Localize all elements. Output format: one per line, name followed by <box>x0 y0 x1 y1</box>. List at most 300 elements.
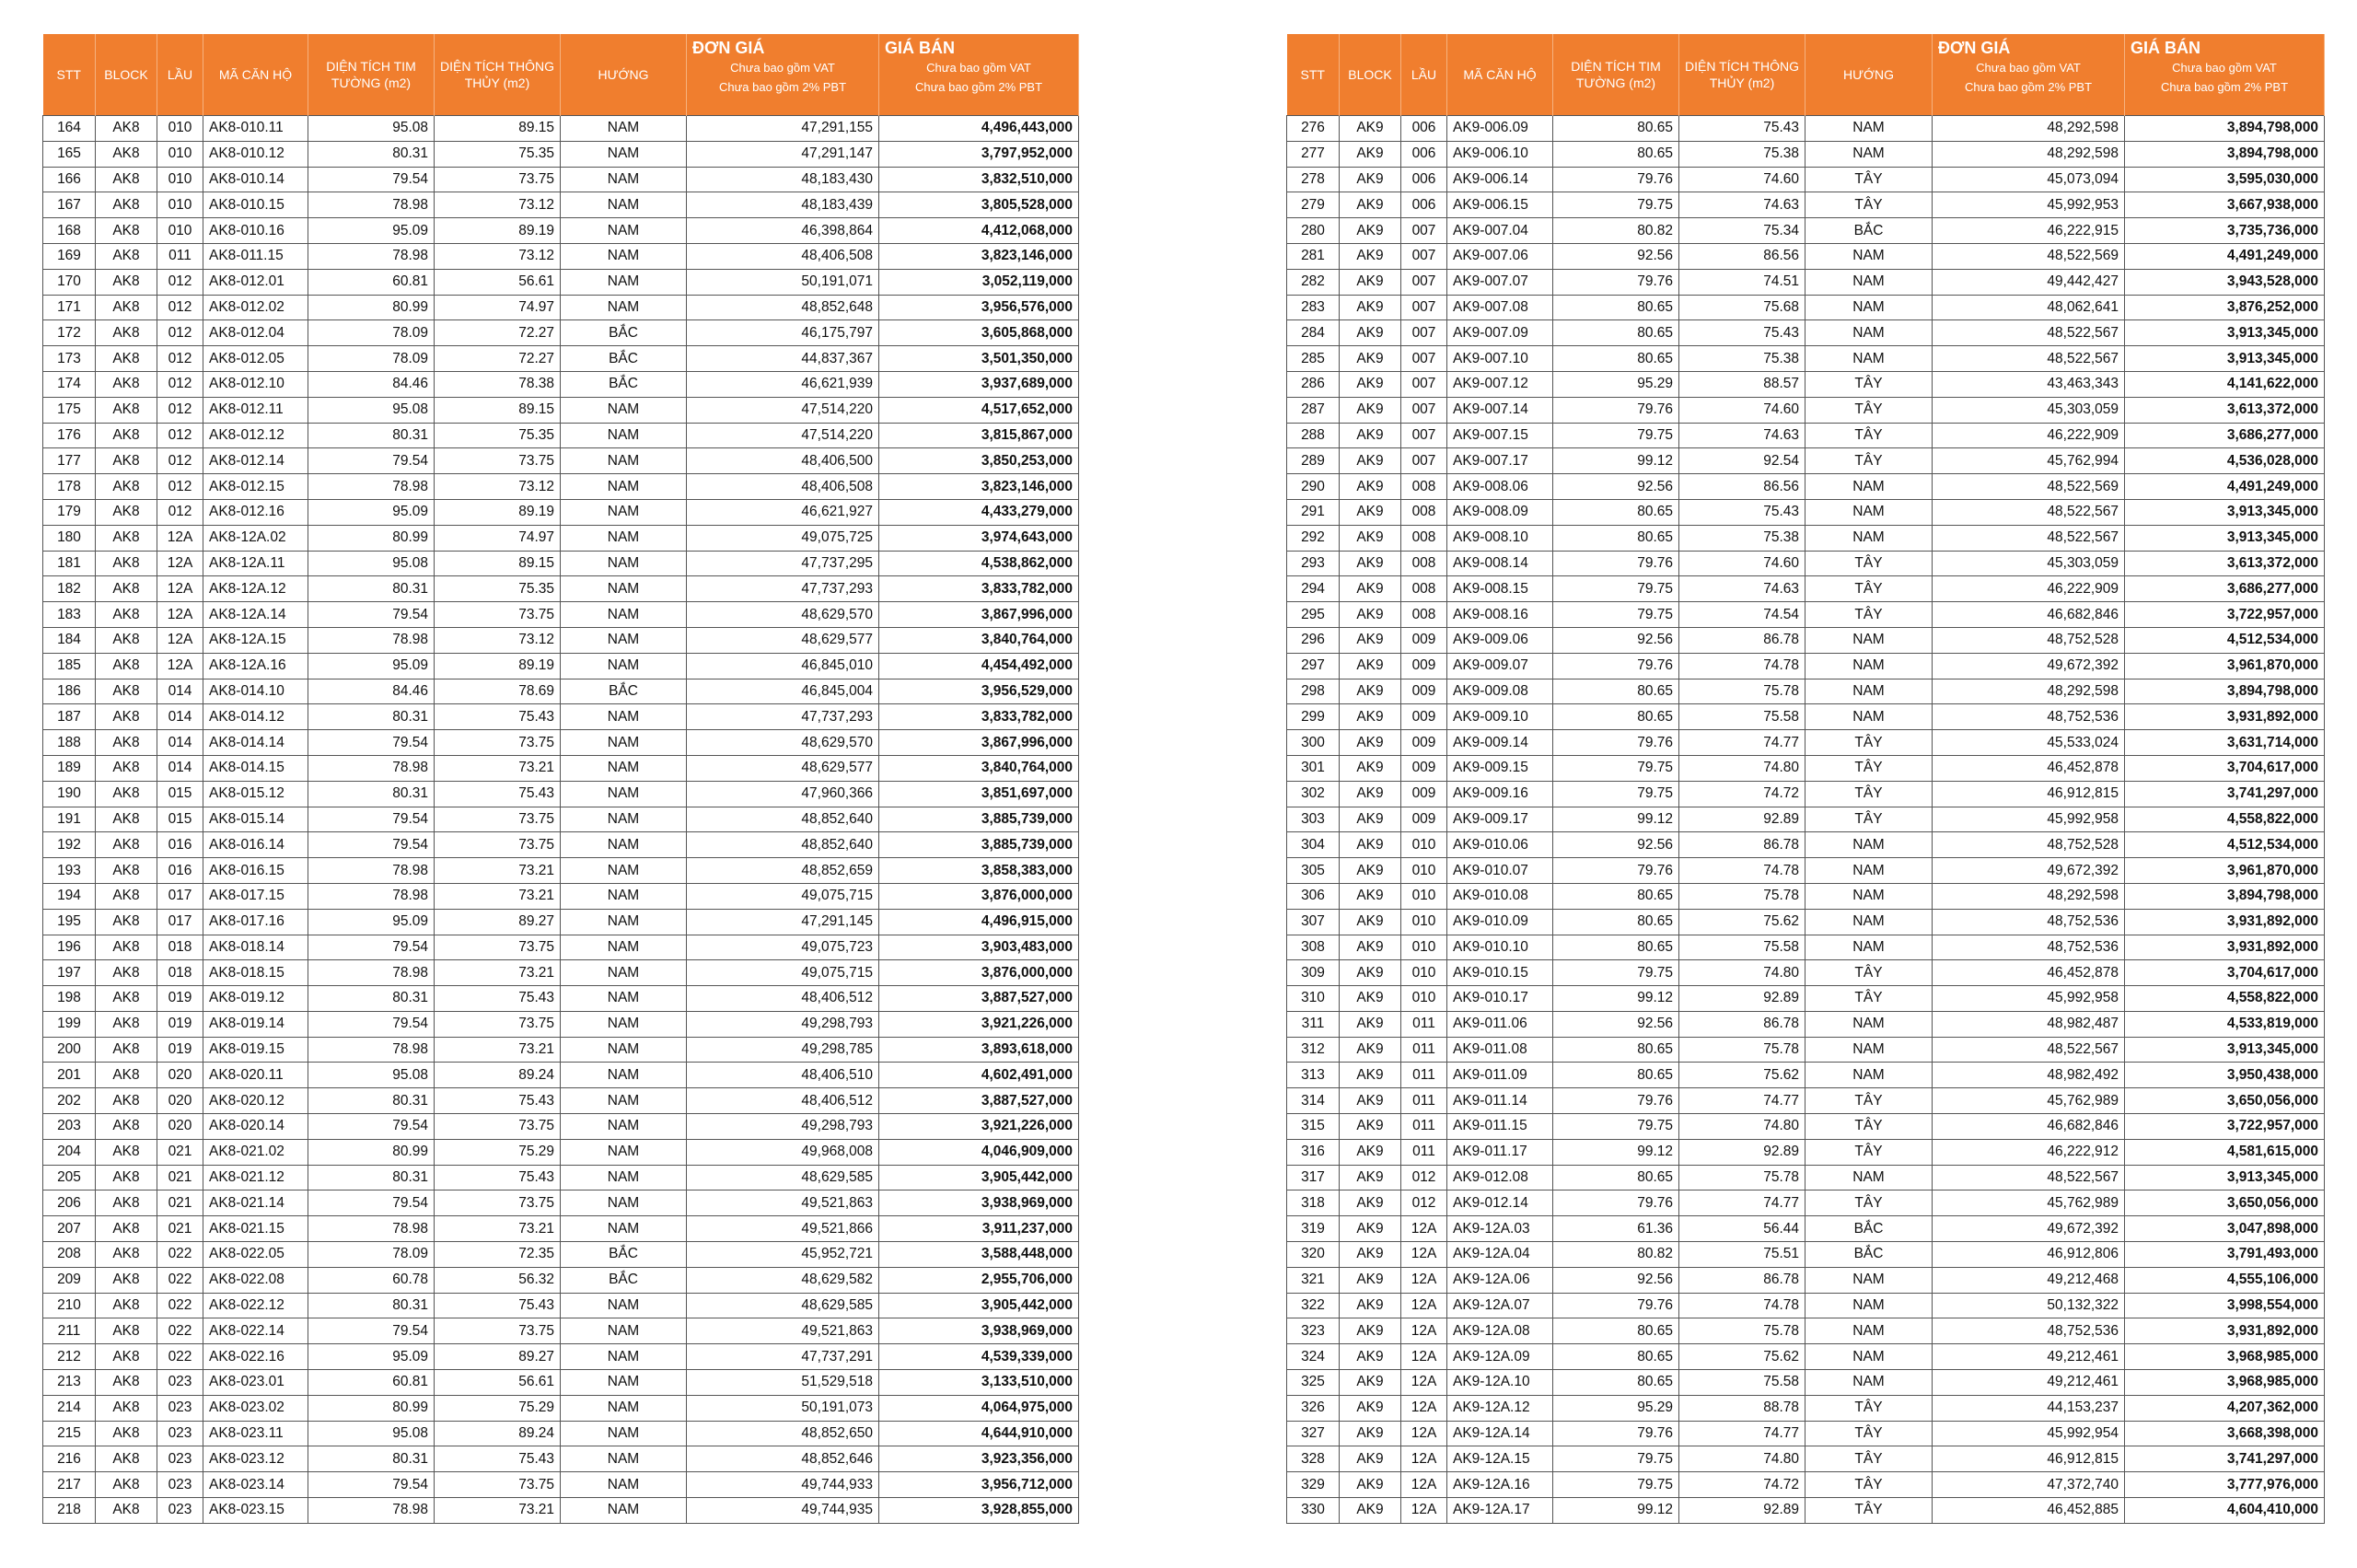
cell-dien-tich-thong-thuy: 75.78 <box>1679 1037 1805 1063</box>
cell-stt: 329 <box>1287 1472 1340 1498</box>
cell-stt: 174 <box>43 371 96 397</box>
cell-block: AK8 <box>96 1165 157 1191</box>
cell-dien-tich-tim-tuong: 80.31 <box>308 576 435 602</box>
cell-dien-tich-thong-thuy: 73.75 <box>435 1472 561 1498</box>
cell-stt: 318 <box>1287 1191 1340 1216</box>
cell-don-gia: 45,762,989 <box>1933 1088 2125 1114</box>
cell-huong: NAM <box>561 525 687 551</box>
cell-lau: 008 <box>1401 551 1447 576</box>
cell-lau: 12A <box>1401 1498 1447 1524</box>
cell-dien-tich-tim-tuong: 79.75 <box>1553 755 1679 781</box>
cell-don-gia: 48,292,598 <box>1933 883 2125 909</box>
cell-stt: 205 <box>43 1165 96 1191</box>
cell-dien-tich-tim-tuong: 79.75 <box>1553 960 1679 986</box>
cell-stt: 281 <box>1287 243 1340 269</box>
table-row <box>1287 1011 2325 1037</box>
cell-block: AK9 <box>1340 627 1401 653</box>
cell-huong: NAM <box>561 960 687 986</box>
cell-stt: 295 <box>1287 602 1340 628</box>
cell-lau: 007 <box>1401 346 1447 372</box>
cell-stt: 277 <box>1287 141 1340 167</box>
cell-ma-can-ho: AK9-007.17 <box>1447 448 1553 474</box>
cell-dien-tich-tim-tuong: 78.98 <box>308 474 435 500</box>
cell-don-gia: 49,521,863 <box>687 1191 879 1216</box>
cell-dien-tich-tim-tuong: 80.65 <box>1553 320 1679 346</box>
cell-gia-ban: 3,894,798,000 <box>2125 883 2325 909</box>
cell-don-gia: 47,514,220 <box>687 423 879 448</box>
cell-don-gia: 49,298,793 <box>687 1114 879 1140</box>
col-header-stt: STT <box>1287 34 1340 116</box>
table-row <box>43 167 1079 192</box>
cell-dien-tich-tim-tuong: 79.75 <box>1553 576 1679 602</box>
cell-dien-tich-tim-tuong: 95.09 <box>308 909 435 935</box>
cell-lau: 016 <box>157 858 203 884</box>
cell-lau: 010 <box>1401 986 1447 1012</box>
cell-don-gia: 48,522,567 <box>1933 1165 2125 1191</box>
cell-huong: NAM <box>561 704 687 730</box>
cell-dien-tich-tim-tuong: 80.65 <box>1553 704 1679 730</box>
cell-dien-tich-thong-thuy: 89.27 <box>435 909 561 935</box>
cell-gia-ban: 3,913,345,000 <box>2125 320 2325 346</box>
table-row <box>43 679 1079 704</box>
cell-don-gia: 45,073,094 <box>1933 167 2125 192</box>
cell-lau: 011 <box>157 243 203 269</box>
cell-don-gia: 45,992,958 <box>1933 986 2125 1012</box>
cell-block: AK9 <box>1340 1498 1401 1524</box>
cell-gia-ban: 3,913,345,000 <box>2125 1037 2325 1063</box>
cell-lau: 018 <box>157 935 203 960</box>
table-row <box>43 832 1079 858</box>
cell-lau: 021 <box>157 1191 203 1216</box>
cell-gia-ban: 3,823,146,000 <box>879 243 1079 269</box>
cell-block: AK9 <box>1340 1344 1401 1370</box>
cell-stt: 214 <box>43 1395 96 1421</box>
cell-huong: NAM <box>561 1011 687 1037</box>
cell-huong: NAM <box>1805 909 1933 935</box>
cell-don-gia: 46,452,878 <box>1933 755 2125 781</box>
cell-block: AK9 <box>1340 1242 1401 1268</box>
cell-huong: TÂY <box>1805 167 1933 192</box>
cell-stt: 216 <box>43 1446 96 1472</box>
cell-lau: 021 <box>157 1216 203 1242</box>
cell-dien-tich-thong-thuy: 74.60 <box>1679 397 1805 423</box>
cell-lau: 010 <box>1401 832 1447 858</box>
cell-huong: TÂY <box>1805 1088 1933 1114</box>
cell-ma-can-ho: AK8-017.15 <box>203 883 308 909</box>
cell-dien-tich-tim-tuong: 79.76 <box>1553 167 1679 192</box>
cell-block: AK8 <box>96 653 157 679</box>
cell-dien-tich-thong-thuy: 74.77 <box>1679 730 1805 756</box>
cell-don-gia: 45,303,059 <box>1933 551 2125 576</box>
table-row <box>43 1344 1079 1370</box>
cell-lau: 023 <box>157 1498 203 1524</box>
cell-block: AK9 <box>1340 704 1401 730</box>
cell-don-gia: 45,992,954 <box>1933 1421 2125 1446</box>
cell-block: AK9 <box>1340 1395 1401 1421</box>
cell-gia-ban: 3,931,892,000 <box>2125 935 2325 960</box>
cell-lau: 12A <box>157 602 203 628</box>
cell-block: AK9 <box>1340 346 1401 372</box>
cell-lau: 022 <box>157 1242 203 1268</box>
cell-block: AK8 <box>96 1242 157 1268</box>
cell-huong: NAM <box>1805 935 1933 960</box>
cell-dien-tich-thong-thuy: 75.43 <box>435 986 561 1012</box>
cell-dien-tich-tim-tuong: 80.65 <box>1553 1318 1679 1344</box>
table-row <box>43 474 1079 500</box>
cell-stt: 184 <box>43 627 96 653</box>
cell-huong: NAM <box>1805 1318 1933 1344</box>
cell-stt: 323 <box>1287 1318 1340 1344</box>
cell-huong: TÂY <box>1805 1114 1933 1140</box>
cell-dien-tich-tim-tuong: 99.12 <box>1553 807 1679 832</box>
cell-dien-tich-tim-tuong: 79.54 <box>308 1114 435 1140</box>
cell-lau: 010 <box>157 116 203 142</box>
cell-don-gia: 46,682,846 <box>1933 1114 2125 1140</box>
cell-dien-tich-tim-tuong: 95.08 <box>308 116 435 142</box>
gia-ban-sub2: Chưa bao gồm 2% PBT <box>914 80 1043 95</box>
cell-dien-tich-tim-tuong: 79.54 <box>308 730 435 756</box>
cell-huong: TÂY <box>1805 1191 1933 1216</box>
cell-lau: 010 <box>157 218 203 244</box>
cell-don-gia: 49,744,933 <box>687 1472 879 1498</box>
cell-dien-tich-tim-tuong: 92.56 <box>1553 474 1679 500</box>
table-row <box>1287 1370 2325 1396</box>
cell-ma-can-ho: AK9-008.06 <box>1447 474 1553 500</box>
cell-block: AK9 <box>1340 883 1401 909</box>
cell-don-gia: 45,762,989 <box>1933 1191 2125 1216</box>
cell-don-gia: 47,291,145 <box>687 909 879 935</box>
cell-lau: 012 <box>157 320 203 346</box>
cell-stt: 169 <box>43 243 96 269</box>
cell-lau: 016 <box>157 832 203 858</box>
table-row <box>1287 1395 2325 1421</box>
col-header-lau: LẦU <box>157 34 203 116</box>
cell-gia-ban: 3,605,868,000 <box>879 320 1079 346</box>
cell-ma-can-ho: AK9-12A.03 <box>1447 1216 1553 1242</box>
cell-lau: 009 <box>1401 755 1447 781</box>
col-header-stt: STT <box>43 34 96 116</box>
col-header-huong: HƯỚNG <box>1805 34 1933 116</box>
cell-dien-tich-tim-tuong: 79.54 <box>308 1191 435 1216</box>
table-row <box>1287 1242 2325 1268</box>
cell-stt: 170 <box>43 269 96 295</box>
cell-dien-tich-thong-thuy: 86.56 <box>1679 243 1805 269</box>
cell-dien-tich-thong-thuy: 73.21 <box>435 755 561 781</box>
table-row <box>43 397 1079 423</box>
cell-huong: NAM <box>561 935 687 960</box>
cell-dien-tich-thong-thuy: 92.89 <box>1679 986 1805 1012</box>
cell-huong: BẮC <box>1805 1242 1933 1268</box>
cell-lau: 007 <box>1401 218 1447 244</box>
cell-ma-can-ho: AK8-010.14 <box>203 167 308 192</box>
cell-don-gia: 48,852,648 <box>687 295 879 320</box>
cell-stt: 286 <box>1287 371 1340 397</box>
cell-dien-tich-tim-tuong: 92.56 <box>1553 832 1679 858</box>
cell-ma-can-ho: AK8-021.14 <box>203 1191 308 1216</box>
table-row <box>1287 1267 2325 1293</box>
cell-dien-tich-tim-tuong: 92.56 <box>1553 1267 1679 1293</box>
cell-block: AK8 <box>96 1216 157 1242</box>
cell-block: AK9 <box>1340 295 1401 320</box>
table-row <box>1287 1191 2325 1216</box>
cell-don-gia: 48,629,570 <box>687 730 879 756</box>
cell-dien-tich-tim-tuong: 78.98 <box>308 192 435 218</box>
cell-huong: TÂY <box>1805 986 1933 1012</box>
cell-ma-can-ho: AK9-006.14 <box>1447 167 1553 192</box>
cell-ma-can-ho: AK9-12A.08 <box>1447 1318 1553 1344</box>
left-price-table-container <box>42 34 1078 1524</box>
cell-gia-ban: 3,722,957,000 <box>2125 1114 2325 1140</box>
cell-dien-tich-tim-tuong: 92.56 <box>1553 243 1679 269</box>
cell-ma-can-ho: AK9-12A.16 <box>1447 1472 1553 1498</box>
cell-lau: 010 <box>1401 909 1447 935</box>
cell-don-gia: 48,183,430 <box>687 167 879 192</box>
cell-gia-ban: 3,777,976,000 <box>2125 1472 2325 1498</box>
cell-stt: 208 <box>43 1242 96 1268</box>
cell-stt: 304 <box>1287 832 1340 858</box>
cell-dien-tich-thong-thuy: 75.58 <box>1679 704 1805 730</box>
cell-ma-can-ho: AK8-014.15 <box>203 755 308 781</box>
cell-dien-tich-tim-tuong: 95.09 <box>308 653 435 679</box>
cell-block: AK8 <box>96 1011 157 1037</box>
left-price-table <box>42 34 1079 1524</box>
cell-dien-tich-tim-tuong: 79.54 <box>308 935 435 960</box>
cell-block: AK8 <box>96 909 157 935</box>
cell-ma-can-ho: AK8-023.02 <box>203 1395 308 1421</box>
cell-block: AK8 <box>96 1421 157 1446</box>
table-row <box>43 499 1079 525</box>
cell-ma-can-ho: AK9-007.08 <box>1447 295 1553 320</box>
cell-dien-tich-thong-thuy: 73.12 <box>435 627 561 653</box>
cell-ma-can-ho: AK9-008.10 <box>1447 525 1553 551</box>
table-row <box>43 807 1079 832</box>
cell-ma-can-ho: AK9-007.10 <box>1447 346 1553 372</box>
col-header-don-gia <box>687 34 879 116</box>
cell-dien-tich-tim-tuong: 80.31 <box>308 986 435 1012</box>
cell-dien-tich-thong-thuy: 74.77 <box>1679 1421 1805 1446</box>
cell-gia-ban: 3,885,739,000 <box>879 807 1079 832</box>
left-table-body <box>43 116 1079 1524</box>
cell-lau: 019 <box>157 1011 203 1037</box>
table-row <box>1287 320 2325 346</box>
right-price-table <box>1286 34 2325 1524</box>
cell-ma-can-ho: AK8-012.05 <box>203 346 308 372</box>
cell-huong: NAM <box>561 499 687 525</box>
cell-huong: NAM <box>561 576 687 602</box>
cell-huong: NAM <box>561 474 687 500</box>
table-row <box>43 1165 1079 1191</box>
cell-huong: NAM <box>561 986 687 1012</box>
cell-ma-can-ho: AK8-012.11 <box>203 397 308 423</box>
cell-gia-ban: 3,894,798,000 <box>2125 679 2325 704</box>
cell-gia-ban: 3,797,952,000 <box>879 141 1079 167</box>
cell-lau: 022 <box>157 1293 203 1318</box>
cell-ma-can-ho: AK8-012.02 <box>203 295 308 320</box>
cell-dien-tich-tim-tuong: 79.76 <box>1553 1293 1679 1318</box>
cell-don-gia: 48,752,536 <box>1933 704 2125 730</box>
cell-gia-ban: 3,667,938,000 <box>2125 192 2325 218</box>
cell-dien-tich-tim-tuong: 80.99 <box>308 1395 435 1421</box>
cell-don-gia: 48,852,640 <box>687 807 879 832</box>
cell-dien-tich-tim-tuong: 99.12 <box>1553 1139 1679 1165</box>
cell-huong: TÂY <box>1805 1498 1933 1524</box>
gia-ban-title: GIÁ BÁN <box>2131 39 2200 57</box>
cell-huong: NAM <box>1805 295 1933 320</box>
cell-lau: 007 <box>1401 243 1447 269</box>
cell-stt: 280 <box>1287 218 1340 244</box>
cell-dien-tich-tim-tuong: 80.82 <box>1553 218 1679 244</box>
cell-stt: 321 <box>1287 1267 1340 1293</box>
cell-stt: 187 <box>43 704 96 730</box>
cell-don-gia: 48,852,646 <box>687 1446 879 1472</box>
table-row <box>1287 1446 2325 1472</box>
cell-block: AK8 <box>96 525 157 551</box>
table-row <box>1287 551 2325 576</box>
cell-stt: 198 <box>43 986 96 1012</box>
cell-stt: 186 <box>43 679 96 704</box>
cell-lau: 006 <box>1401 167 1447 192</box>
table-row <box>43 653 1079 679</box>
cell-ma-can-ho: AK9-008.15 <box>1447 576 1553 602</box>
cell-huong: TÂY <box>1805 781 1933 807</box>
cell-gia-ban: 3,704,617,000 <box>2125 755 2325 781</box>
cell-huong: TÂY <box>1805 807 1933 832</box>
cell-ma-can-ho: AK9-009.17 <box>1447 807 1553 832</box>
cell-huong: NAM <box>561 1216 687 1242</box>
table-header-row <box>43 34 1079 116</box>
cell-gia-ban: 3,887,527,000 <box>879 986 1079 1012</box>
cell-huong: BẮC <box>561 346 687 372</box>
table-row <box>43 1472 1079 1498</box>
cell-don-gia: 45,762,994 <box>1933 448 2125 474</box>
cell-huong: TÂY <box>1805 448 1933 474</box>
table-row <box>1287 935 2325 960</box>
table-row <box>1287 576 2325 602</box>
cell-ma-can-ho: AK9-010.07 <box>1447 858 1553 884</box>
cell-dien-tich-thong-thuy: 75.78 <box>1679 679 1805 704</box>
cell-dien-tich-thong-thuy: 88.78 <box>1679 1395 1805 1421</box>
cell-dien-tich-tim-tuong: 78.98 <box>308 627 435 653</box>
cell-stt: 202 <box>43 1088 96 1114</box>
cell-stt: 166 <box>43 167 96 192</box>
cell-huong: NAM <box>1805 832 1933 858</box>
cell-ma-can-ho: AK8-019.12 <box>203 986 308 1012</box>
cell-ma-can-ho: AK9-007.12 <box>1447 371 1553 397</box>
cell-lau: 012 <box>157 448 203 474</box>
cell-dien-tich-tim-tuong: 80.31 <box>308 423 435 448</box>
cell-gia-ban: 4,558,822,000 <box>2125 986 2325 1012</box>
cell-lau: 014 <box>157 704 203 730</box>
cell-stt: 305 <box>1287 858 1340 884</box>
cell-block: AK8 <box>96 346 157 372</box>
cell-stt: 200 <box>43 1037 96 1063</box>
cell-lau: 023 <box>157 1421 203 1446</box>
cell-lau: 010 <box>157 141 203 167</box>
cell-huong: NAM <box>561 858 687 884</box>
cell-stt: 326 <box>1287 1395 1340 1421</box>
cell-dien-tich-tim-tuong: 92.56 <box>1553 627 1679 653</box>
gia-ban-sub1: Chưa bao gồm VAT <box>926 61 1031 75</box>
cell-lau: 010 <box>1401 935 1447 960</box>
cell-dien-tich-thong-thuy: 73.75 <box>435 602 561 628</box>
cell-huong: NAM <box>561 1114 687 1140</box>
cell-huong: NAM <box>561 1139 687 1165</box>
cell-stt: 322 <box>1287 1293 1340 1318</box>
cell-dien-tich-thong-thuy: 73.12 <box>435 243 561 269</box>
cell-don-gia: 48,629,585 <box>687 1165 879 1191</box>
cell-huong: TÂY <box>1805 192 1933 218</box>
cell-dien-tich-tim-tuong: 95.29 <box>1553 1395 1679 1421</box>
cell-dien-tich-tim-tuong: 80.65 <box>1553 883 1679 909</box>
cell-don-gia: 49,442,427 <box>1933 269 2125 295</box>
cell-lau: 012 <box>157 499 203 525</box>
cell-gia-ban: 3,833,782,000 <box>879 704 1079 730</box>
cell-block: AK9 <box>1340 960 1401 986</box>
cell-stt: 330 <box>1287 1498 1340 1524</box>
cell-don-gia: 49,521,863 <box>687 1318 879 1344</box>
cell-dien-tich-tim-tuong: 80.31 <box>308 1293 435 1318</box>
cell-lau: 012 <box>157 423 203 448</box>
cell-don-gia: 47,291,147 <box>687 141 879 167</box>
cell-dien-tich-tim-tuong: 80.82 <box>1553 1242 1679 1268</box>
cell-gia-ban: 3,047,898,000 <box>2125 1216 2325 1242</box>
cell-gia-ban: 4,555,106,000 <box>2125 1267 2325 1293</box>
cell-lau: 019 <box>157 1037 203 1063</box>
cell-don-gia: 48,522,567 <box>1933 1037 2125 1063</box>
col-header-gia-ban <box>2125 34 2325 116</box>
cell-dien-tich-tim-tuong: 78.09 <box>308 320 435 346</box>
cell-gia-ban: 3,805,528,000 <box>879 192 1079 218</box>
cell-dien-tich-thong-thuy: 73.21 <box>435 883 561 909</box>
table-row <box>1287 858 2325 884</box>
cell-gia-ban: 3,913,345,000 <box>2125 1165 2325 1191</box>
cell-block: AK9 <box>1340 1370 1401 1396</box>
cell-ma-can-ho: AK9-007.14 <box>1447 397 1553 423</box>
gia-ban-sub1: Chưa bao gồm VAT <box>2172 61 2277 75</box>
cell-dien-tich-thong-thuy: 74.63 <box>1679 576 1805 602</box>
cell-lau: 012 <box>1401 1165 1447 1191</box>
cell-lau: 12A <box>157 551 203 576</box>
cell-gia-ban: 3,735,736,000 <box>2125 218 2325 244</box>
cell-block: AK8 <box>96 141 157 167</box>
right-table-body <box>1287 116 2325 1524</box>
cell-lau: 12A <box>1401 1446 1447 1472</box>
table-row <box>1287 704 2325 730</box>
cell-ma-can-ho: AK8-023.11 <box>203 1421 308 1446</box>
cell-stt: 317 <box>1287 1165 1340 1191</box>
cell-dien-tich-tim-tuong: 80.65 <box>1553 346 1679 372</box>
cell-huong: NAM <box>1805 1267 1933 1293</box>
cell-huong: NAM <box>1805 1344 1933 1370</box>
don-gia-sub1: Chưa bao gồm VAT <box>730 61 835 75</box>
cell-huong: NAM <box>1805 499 1933 525</box>
cell-dien-tich-thong-thuy: 74.97 <box>435 525 561 551</box>
cell-block: AK9 <box>1340 551 1401 576</box>
cell-stt: 285 <box>1287 346 1340 372</box>
cell-dien-tich-tim-tuong: 78.09 <box>308 346 435 372</box>
cell-don-gia: 46,845,004 <box>687 679 879 704</box>
don-gia-title: ĐƠN GIÁ <box>1938 39 2011 57</box>
cell-ma-can-ho: AK8-015.12 <box>203 781 308 807</box>
cell-don-gia: 49,672,392 <box>1933 653 2125 679</box>
cell-block: AK9 <box>1340 679 1401 704</box>
table-row <box>1287 832 2325 858</box>
cell-huong: TÂY <box>1805 1395 1933 1421</box>
cell-dien-tich-tim-tuong: 80.31 <box>308 1088 435 1114</box>
cell-dien-tich-tim-tuong: 79.75 <box>1553 1114 1679 1140</box>
cell-huong: NAM <box>561 448 687 474</box>
col-header-huong: HƯỚNG <box>561 34 687 116</box>
